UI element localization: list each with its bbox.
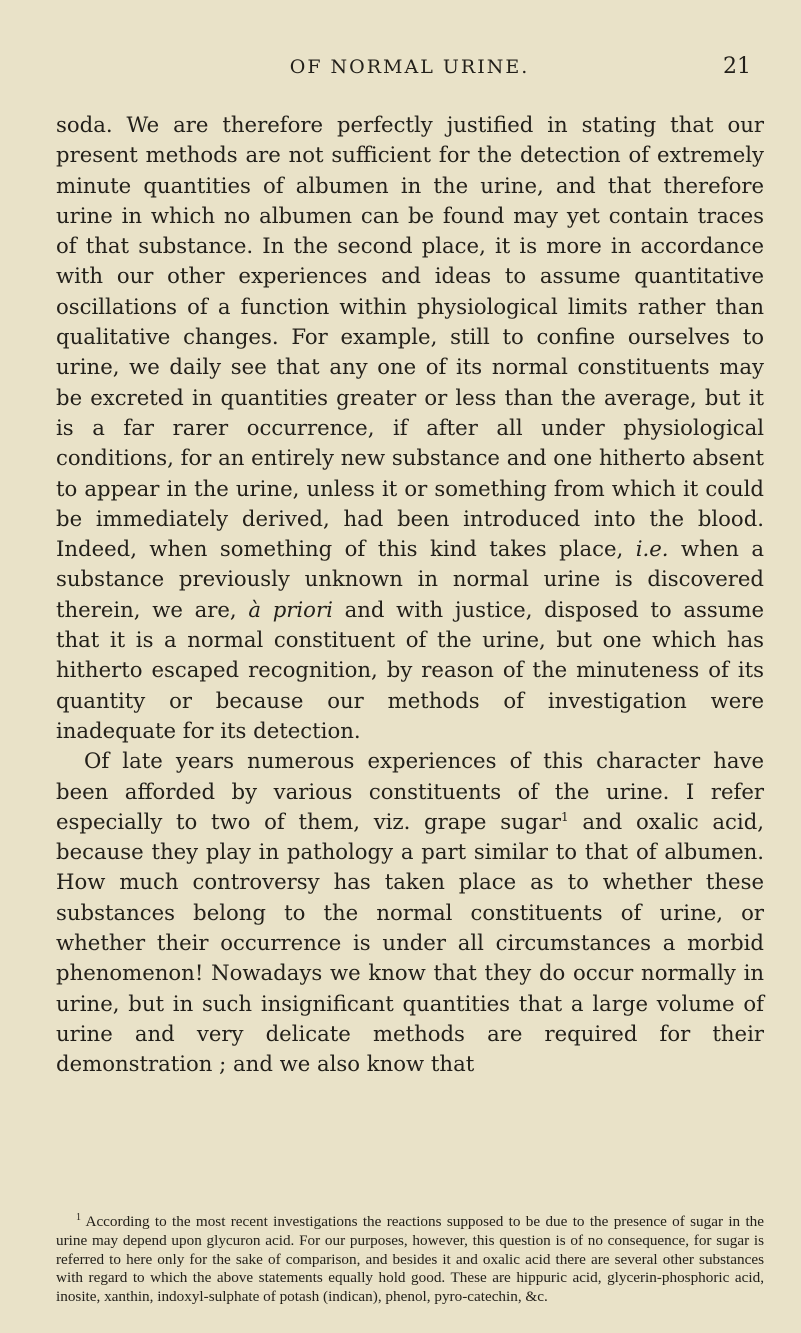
paragraph-1-part-1: soda. We are therefore perfectly justified in stating that our present methods are not sufficient for the detection of extremely minute quantities of albumen in the urine, and that therefore urine in which no albumen can be found may yet contain traces of that substance. In the second place, it is more in accordance with our other experiences and ideas to assume quantitative oscillations of a function within physiological limits rather than qualitative changes. For example, still to confine ourselves to urine, we daily see that any one of its normal constituents may be excreted in quantities greater or less than the average, but it is a far rarer occurrence, if after all under physiological conditions, for an entirely new substance and one hitherto absent to appear in the urine, unless it or something from which it could be immediately derived, had been introduced into the blood. Indeed, when something of this kind takes place, xyxy=(56,112,764,562)
body-text xyxy=(56,110,764,1080)
footnote-text: According to the most recent investigations the reactions supposed to be due to the presence of sugar in the urine may depend upon glycuron acid. For our purposes, however, this question is of no consequence, for sugar is referred to here only for the sake of comparison, and besides it and oxalic acid there are several other substances with regard to which the above statements equally hold good. These are hippuric acid, glycerin-phosphoric acid, inosite, xanthin, indoxyl-sulphate of potash (indican), phenol, pyro-catechin, &c. xyxy=(56,1213,764,1306)
footnote-marker: 1 xyxy=(76,1211,81,1223)
paragraph-2-part-1: Of late years numerous experiences of this character have been afforded by various constituents of the urine. I refer especially to two of them, viz. grape sugar xyxy=(56,748,764,834)
page-number: 21 xyxy=(723,54,751,79)
paragraph-1-ie: i.e. xyxy=(635,536,669,562)
paragraph-1-part-2: when a substance previously unknown in normal urine is discovered therein, we are, xyxy=(56,536,764,622)
paragraph-2-part-2: and oxalic acid, because they play in pathology a part similar to that of albumen. How much controversy has taken place as to whether these substances belong to the normal constituents of urine, or whether their occurrence is under all circumstances a morbid phenomenon! Nowadays we know that they do occur normally in urine, but in such insignificant quantities that a large volume of urine and very delicate methods are required for their demonstration ; and we also know that xyxy=(56,808,764,1077)
running-title: OF NORMAL URINE. xyxy=(289,56,530,78)
footnote xyxy=(56,1213,764,1307)
paragraph-1-a-priori: à priori xyxy=(248,596,333,622)
paragraph-1-part-3: and with justice, disposed to assume that it is a normal constituent of the urine, but one which has hitherto escaped recognition, by reason of the minuteness of its quantity or because our methods of investigation were inadequate for its detection. xyxy=(56,596,764,743)
footnote-reference: 1 xyxy=(561,809,569,824)
paragraph-2 xyxy=(56,746,764,1079)
paragraph-1 xyxy=(56,110,764,746)
running-head xyxy=(56,56,763,84)
